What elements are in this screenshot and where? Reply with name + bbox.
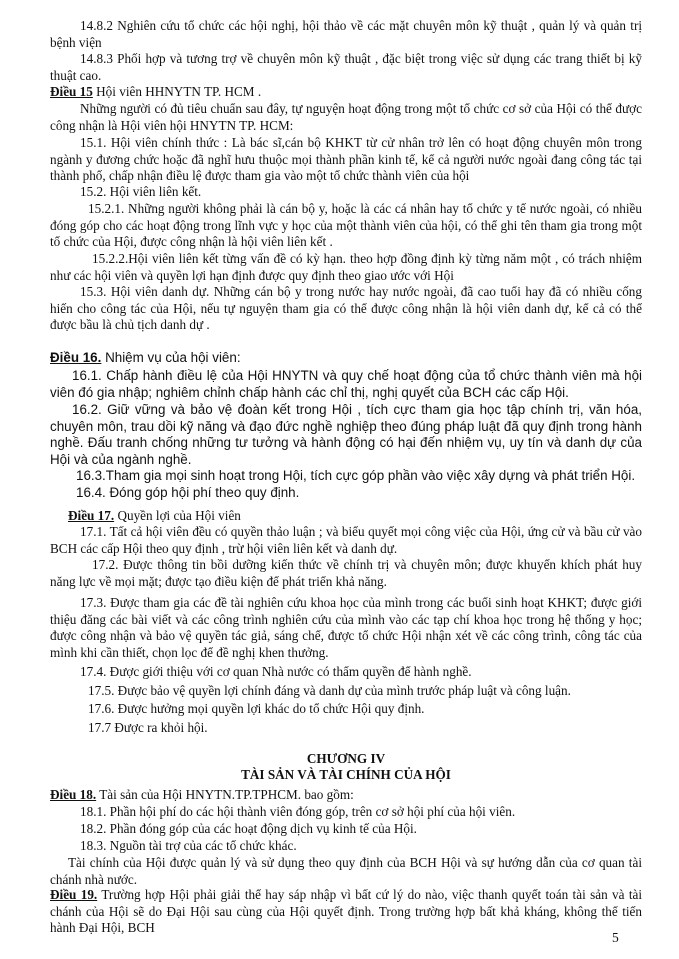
para-17-1: 17.1. Tất cả hội viên đều có quyền thảo luận ; và biểu quyết mọi công việc của Hội, ứng cử và bầu cử vào BCH các cấp Hội theo quy định , trừ hội viên liên kết và danh dự. (50, 524, 642, 556)
para-17-5: 17.5. Được bảo vệ quyền lợi chính đáng và danh dự của mình trước pháp luật và công luận. (88, 683, 571, 698)
para-17-4: 17.4. Được giới thiệu với cơ quan Nhà nước có thẩm quyền để hành nghề. (80, 664, 472, 679)
article-16-label: Điều 16. (50, 350, 102, 365)
article-16-heading (50, 350, 642, 367)
para-17-6: 17.6. Được hưởng mọi quyền lợi khác do tổ chức Hội quy định. (88, 701, 425, 716)
para-17-2: 17.2. Được thông tin bồi dưỡng kiến thức về chính trị và chuyên môn; được khuyến khích phát huy năng lực về mọi mặt; được tạo điều kiện để phát triển khả năng. (50, 557, 642, 589)
para-15-2: 15.2. Hội viên liên kết. (80, 184, 202, 199)
article-15-title: Hội viên HHNYTN TP. HCM . (92, 84, 262, 99)
article-18-heading (50, 787, 642, 804)
article-17-heading (50, 508, 642, 525)
para-16-4: 16.4. Đóng góp hội phí theo quy định. (76, 485, 300, 500)
para-14-8-3: 14.8.3 Phối hợp và tương trợ về chuyên môn kỹ thuật , đặc biệt trong việc sử dụng các trang thiết bị kỹ thuật cao. (50, 51, 642, 83)
chapter-number: CHƯƠNG IV (306, 751, 386, 766)
para-17-3: 17.3. Được tham gia các đề tài nghiên cứu khoa học của mình trong các buổi sinh hoạt KHKT; được giới thiệu đăng các bài viết và các công trình nghiên cứu của mình vào các tạp chí khoa học trong hệ thống y học; được công nhận và bảo vệ quyền tác giả, sáng chế, được tổ chức Hội nhận xét về các công trình, công tác của mình khi cần thiết, chọn lọc để đề nghị khen thưởng. (50, 595, 642, 660)
para-14-8-2: 14.8.2 Nghiên cứu tổ chức các hội nghị, hội thảo về các mặt chuyên môn kỹ thuật , quản lý và quản trị bệnh viện (50, 18, 642, 50)
para-15-1: 15.1. Hội viên chính thức : Là bác sĩ,cán bộ KHKT từ cử nhân trở lên có hoạt động chuyên môn trong ngành y đương chức hoặc đã nghĩ hưu thuộc mọi thành phần kinh tế, kể cả người nước ngoài đang công tác tại thành phố, chấp nhận điều lệ được tham gia vào một tổ chức thành viên của hội (50, 135, 642, 184)
article-15-label: Điều 15 (50, 84, 93, 99)
article-15-intro: Những người có đủ tiêu chuẩn sau đây, tự nguyện hoạt động trong một tổ chức cơ sở của Hội có thể được công nhận là Hội viên hội HNYTN TP. HCM: (50, 101, 642, 133)
para-16-1: 16.1. Chấp hành điều lệ của Hội HNYTN và quy chế hoạt động của tổ chức thành viên mà hội viên đó gia nhập; nghiêm chỉnh chấp hành các chỉ thị, nghị quyết của BCH các cấp Hội. (50, 368, 642, 400)
para-18-finance: Tài chính của Hội được quản lý và sử dụng theo quy định của BCH Hội và sự hướng dẫn của cơ quan tài chánh nhà nước. (50, 855, 642, 887)
article-17-title: Quyền lợi của Hội viên (114, 508, 241, 523)
article-15-heading (50, 84, 642, 101)
article-16-title: Nhiệm vụ của hội viên: (101, 350, 241, 365)
chapter-title: TÀI SẢN VÀ TÀI CHÍNH CỦA HỘI (241, 767, 451, 782)
article-19 (50, 887, 642, 937)
para-15-2-1: 15.2.1. Những người không phải là cán bộ y, hoặc là các cá nhân hay tổ chức y tế nước ngoài, có nhiều đóng góp cho các hoạt động trong lĩnh vực y học của một thành viên của hội, có thể ghi tên tham gia trong một tổ chức của Hội, được công nhận là hội viên liên kết . (50, 201, 642, 250)
article-18-title: Tài sản của Hội HNYTN.TP.TPHCM. bao gồm: (96, 787, 354, 802)
para-18-2: 18.2. Phần đóng góp của các hoạt động dịch vụ kinh tế của Hội. (80, 821, 417, 836)
para-18-3: 18.3. Nguồn tài trợ của các tổ chức khác. (80, 838, 297, 853)
para-18-1: 18.1. Phần hội phí do các hội thành viên đóng góp, trên cơ sở hội phí của hội viên. (80, 804, 516, 819)
article-18-label: Điều 18. (50, 787, 97, 802)
para-15-2-2: 15.2.2.Hội viên liên kết từng vấn đề có kỳ hạn. theo hợp đồng định kỳ từng năm một , có trách nhiệm như các hội viên và quyền lợi hạn định được quy định theo giao ước với Hội (50, 251, 642, 283)
article-19-text: Trường hợp Hội phải giải thể hay sáp nhập vì bất cứ lý do nào, việc thanh quyết toán tài sản và tài chánh của Hội sẽ do Đại Hội sau cùng của Hội quyết định. Trong trường hợp bất khả kháng, không thể tiến hành Đại Hội, BCH (50, 887, 642, 936)
para-16-3: 16.3.Tham gia mọi sinh hoạt trong Hội, tích cực góp phần vào việc xây dựng và phát triển Hội. (76, 468, 636, 483)
para-16-2: 16.2. Giữ vững và bảo vệ đoàn kết trong Hội , tích cực tham gia học tập chính trị, văn hóa, chuyên môn, trau dồi kỹ năng và đạo đức nghề nghiệp theo đúng pháp luật đã quy định trong hành nghề. Đấu tranh chống những tư tưởng và hành động có hại đến nhiệm vụ, uy tín và danh dự của Hội và của ngành nghề. (50, 402, 642, 467)
para-17-7: 17.7 Được ra khỏi hội. (88, 720, 208, 735)
article-19-label: Điều 19. (50, 887, 98, 902)
article-17-label: Điều 17. (68, 508, 115, 523)
para-15-3: 15.3. Hội viên danh dự. Những cán bộ y trong nước hay nước ngoài, đã cao tuổi hay đã có nhiều cống hiến cho công tác của Hội, nếu tự nguyện tham gia có thể được công nhận là hội viên danh dự, kể cả có thể được bầu là chủ tịch danh dự . (50, 284, 642, 333)
page-number: 5 (612, 930, 619, 945)
